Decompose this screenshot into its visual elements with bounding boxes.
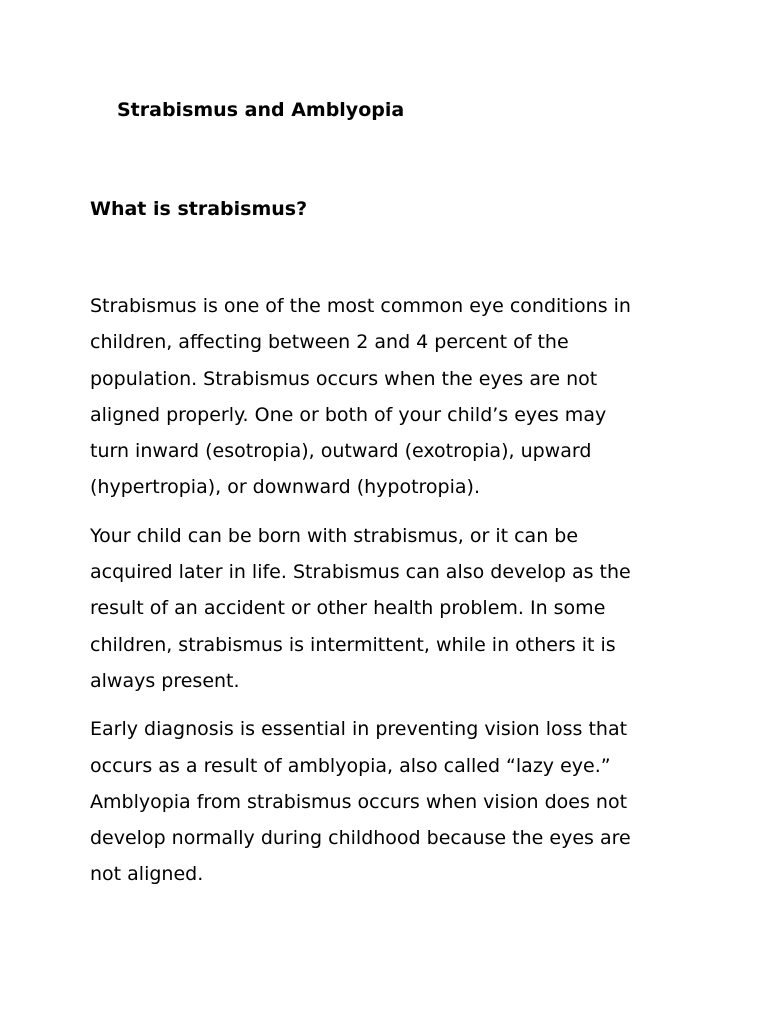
paragraph [90,711,680,892]
paragraph [90,288,680,506]
paragraph-line: turn inward (esotropia), outward (exotropia), upward [90,440,592,463]
paragraph-line: not aligned. [90,863,204,886]
document-body [90,288,680,905]
paragraph-line: develop normally during childhood because the eyes are [90,827,631,850]
document-title: Strabismus and Amblyopia [117,99,405,121]
paragraph-line: result of an accident or other health problem. In some [90,597,606,620]
paragraph-line: always present. [90,669,240,692]
section-heading: What is strabismus? [90,198,308,220]
paragraph-line: occurs as a result of amblyopia, also called “lazy eye.” [90,754,611,777]
paragraph-line: population. Strabismus occurs when the eyes are not [90,367,598,390]
paragraph-line: children, strabismus is intermittent, while in others it is [90,633,616,656]
paragraph [90,518,680,699]
paragraph-line: Amblyopia from strabismus occurs when vision does not [90,790,628,813]
paragraph-line: Early diagnosis is essential in preventing vision loss that [90,718,628,741]
paragraph-line: children, affecting between 2 and 4 percent of the [90,331,569,354]
paragraph-line: aligned properly. One or both of your child’s eyes may [90,403,607,426]
paragraph-line: Strabismus is one of the most common eye conditions in [90,295,631,317]
paragraph-line: acquired later in life. Strabismus can also develop as the [90,561,631,584]
paragraph-line: (hypertropia), or downward (hypotropia). [90,476,480,499]
paragraph-line: Your child can be born with strabismus, or it can be [90,524,579,547]
